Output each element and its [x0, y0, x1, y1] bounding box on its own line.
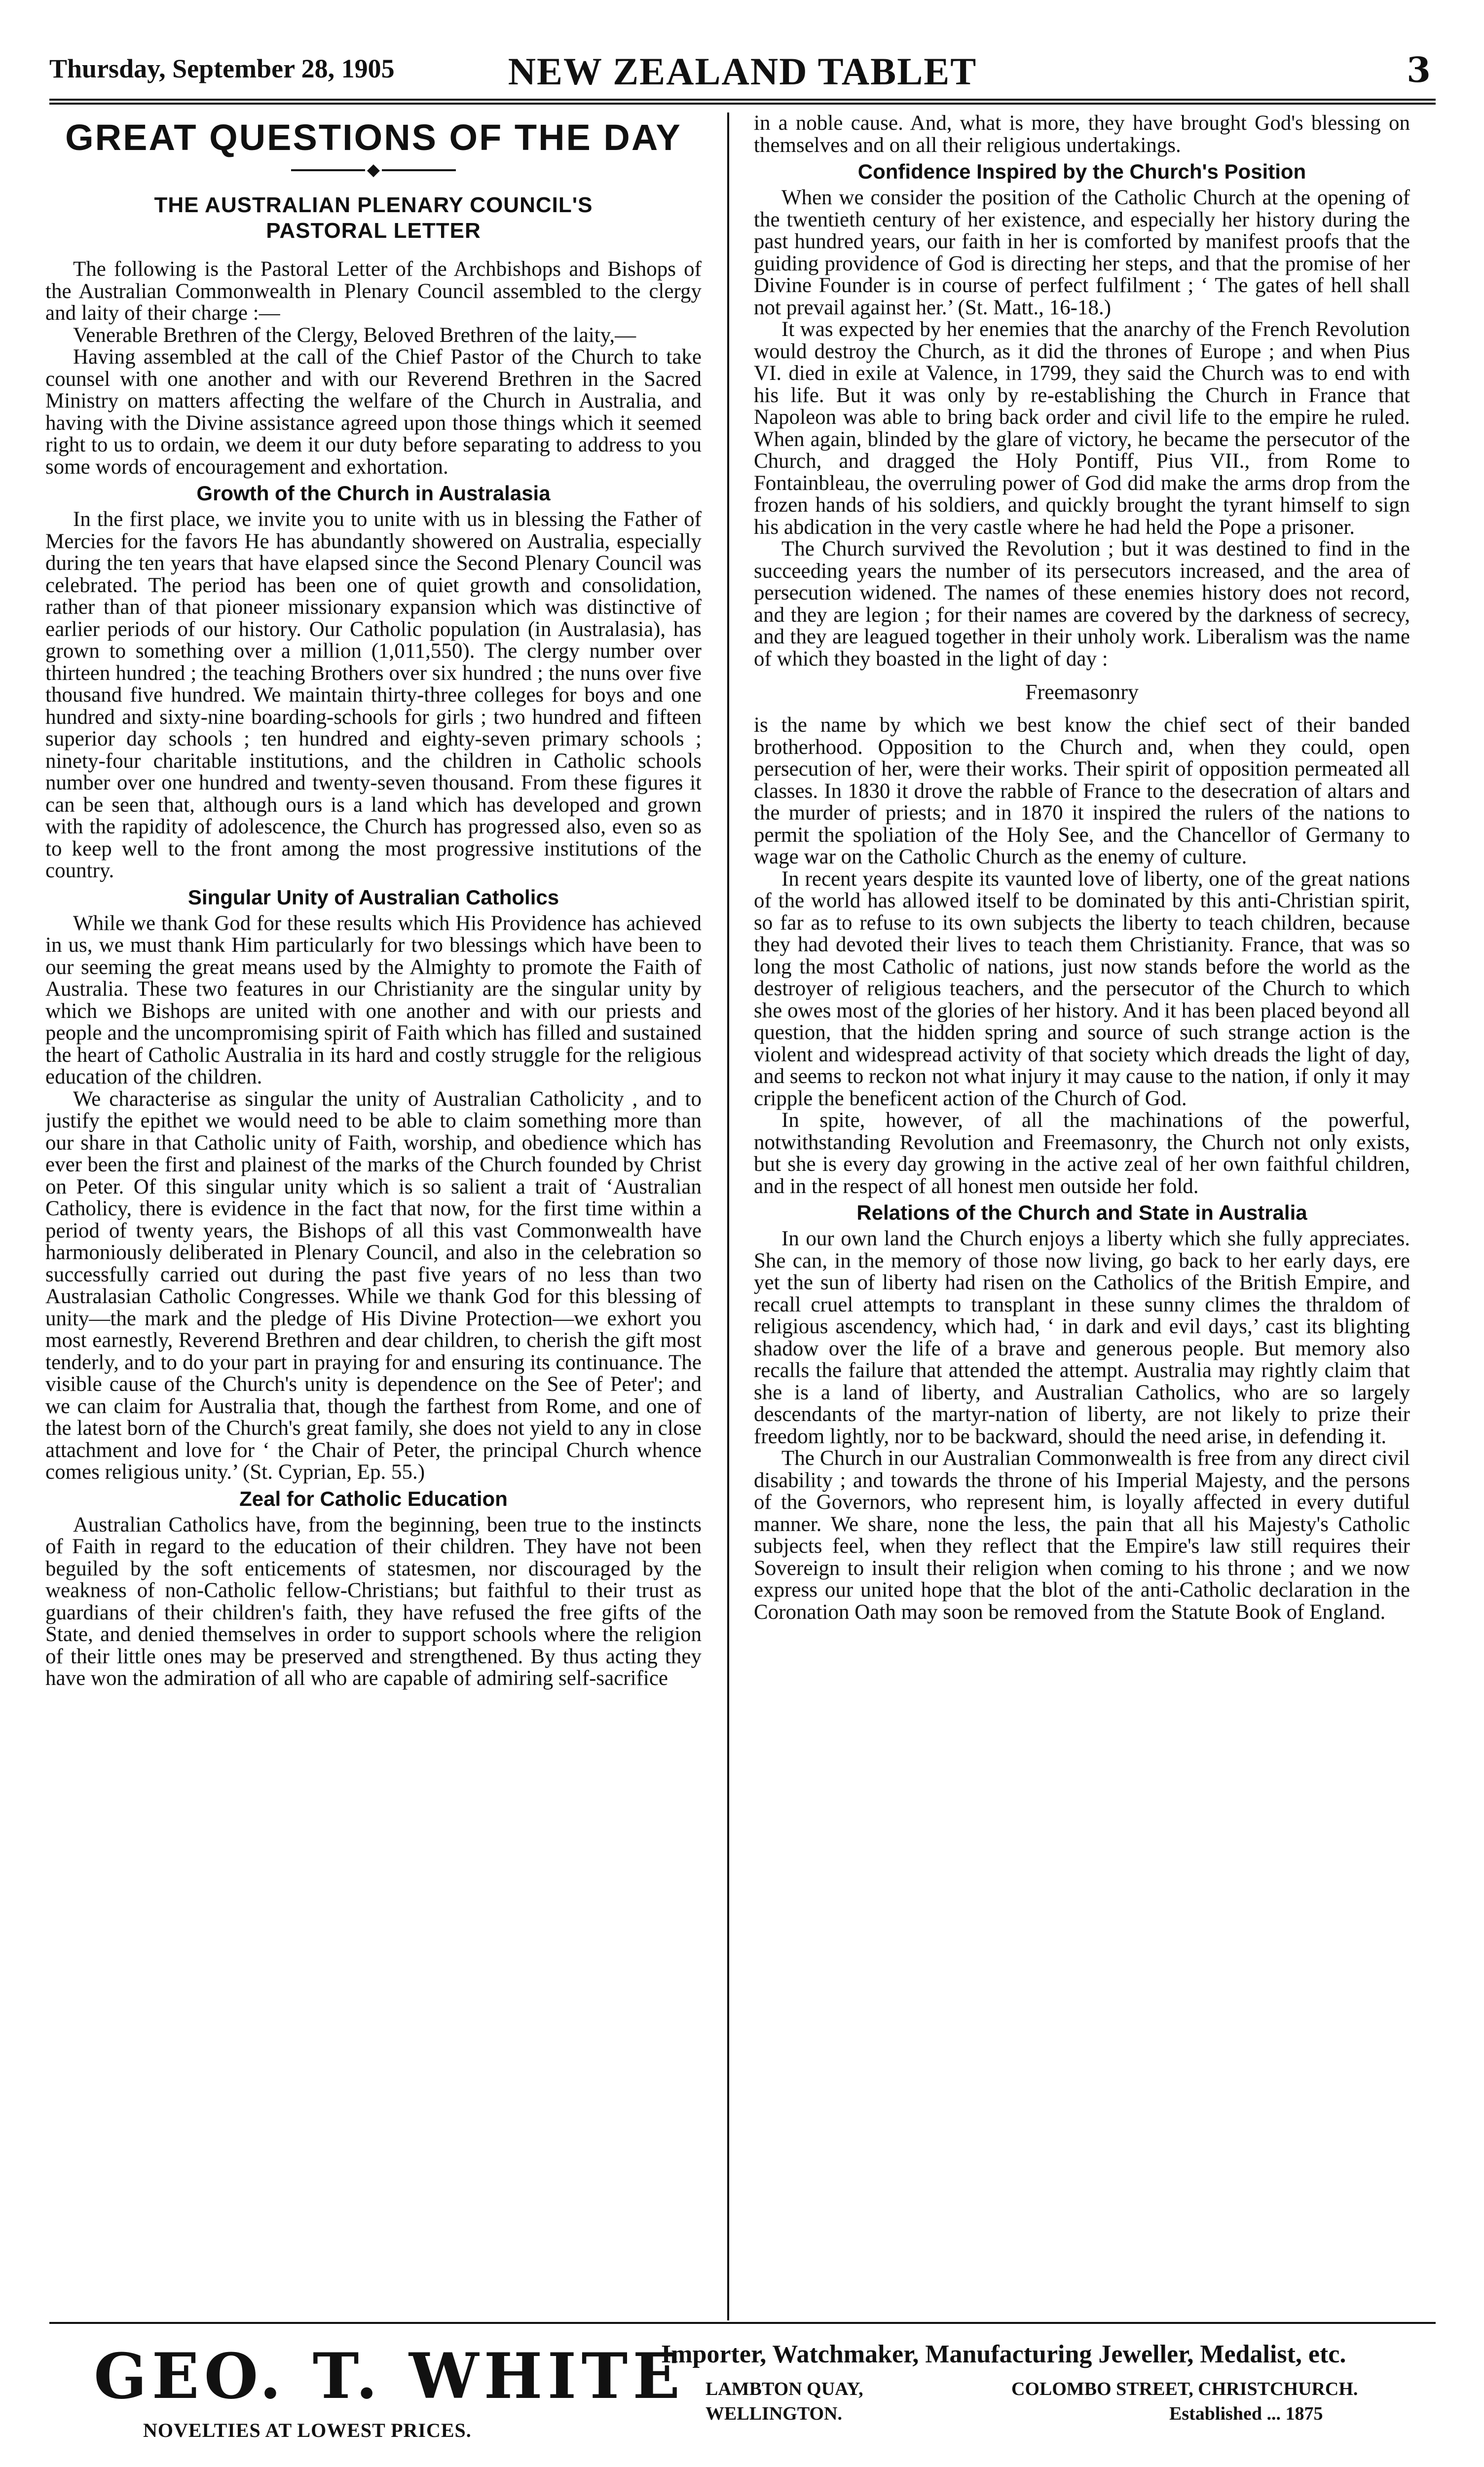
relations-paragraph-2: The Church in our Australian Commonwealth is free from any direct civil disability ; and towards the throne of his Imperial Majesty, and the persons of the Governors, who represent him, is loyally affected in every dutiful manner. We share, none the less, the pain that all his Majesty's Catholic subjects feel, when they reflect that the Empire's law still requires their Sovereign to insult their religion when coming to his throne ; and we now express our united hope that the blot of the anti-Catholic declaration in the Coronation Oath may soon be removed from the Statute Book of England.	[754, 1447, 1410, 1624]
growth-paragraph: In the first place, we invite you to unite with us in blessing the Father of Mercies for the favors He has abundantly showered on Australia, especially during the ten years that have elapsed since the Second Plenary Council was celebrated. The period has been one of quiet growth and consolidation, rather than of that pioneer missionary expansion which was distinctive of earlier periods of our history. Our Catholic population (in Australasia), has grown to something over a million (1,011,550). The clergy number over thirteen hundred ; the teaching Brothers over six hundred ; the nuns over five thousand five hundred. We maintain thirty-three colleges for boys and one hundred and sixty-nine boarding-schools for girls ; two hundred and fifteen superior day schools ; ten hundred and eighty-seven primary schools ; ninety-four charitable institutions, and the children in Catholic schools number over one hundred and twenty-seven thousand. From these figures it can be seen that, although ours is a land which has developed and grown with the rapidity of adolescence, the Church has progressed also, even so as to keep well to the front among the most progressive institutions of the country.	[45, 508, 702, 883]
zeal-paragraph-continued: in a noble cause. And, what is more, they have brought God's blessing on themselves and on all their religious undertakings.	[754, 112, 1410, 157]
heading-growth: Growth of the Church in Australasia	[196, 482, 551, 505]
freemasonry-paragraph-1: is the name by which we best know the chief sect of their banded brotherhood. Opposition to the Church and, when they could, open persecution of her, were their works. Their spirit of opposition permeated all classes. In 1830 it drove the rabble of France to the desecration of altars and the murder of priests; and in 1870 it inspired the rulers of the nations to permit the spoliation of the Holy See, and the Chancellor of Germany to wage war on the Catholic Church as the enemy of culture.	[754, 713, 1410, 868]
heading-freemasonry: Freemasonry	[1025, 680, 1139, 704]
advertiser-name: GEO. T. WHITE	[94, 2340, 685, 2413]
established-year: Established ... 1875	[1169, 2403, 1323, 2424]
opening-paragraph: Having assembled at the call of the Chief Pastor of the Church to take counsel with one another and with our Reverend Brethren in the Sacred Ministry on matters affecting the welfare of the Church in Australia, and having with the Divine assistance agreed upon those things which it seemed right to us to ordain, we deem it our duty before separating to address to you some words of encouragement and exhortation.	[45, 345, 702, 479]
issue-date: Thursday, September 28, 1905	[49, 54, 395, 83]
heading-relations: Relations of the Church and State in Australia	[856, 1201, 1307, 1224]
address-wellington: WELLINGTON.	[705, 2403, 842, 2424]
column-divider	[727, 112, 729, 2320]
title-ornament: ◆	[45, 161, 702, 179]
page-number: 3	[1407, 49, 1431, 90]
confidence-paragraph-1: When we consider the position of the Catholic Church at the opening of the twentieth century of her existence, and especially her history during the past hundred years, our faith in her is comforted by manifest proofs that the guiding providence of God is directing her steps, and that the promise of her Divine Founder is in course of perfect fulfilment ; ‘ The gates of hell shall not prevail against her.’ (St. Matt., 16-18.)	[754, 186, 1410, 319]
masthead: NEW ZEALAND TABLET	[508, 50, 977, 93]
heading-unity: Singular Unity of Australian Catholics	[187, 885, 559, 909]
article-subtitle	[45, 192, 702, 244]
intro-paragraph: The following is the Pastoral Letter of the Archbishops and Bishops of the Australian Commonwealth in Plenary Council assembled to the clergy and laity of their charge :—	[45, 258, 702, 325]
freemasonry-paragraph-2: In recent years despite its vaunted love of liberty, one of the great nations of the world has allowed itself to be dominated by this anti-Christian spirit, so far as to refuse to its own subjects the liberty to teach children, because they had devoted their lives to teach them Christianity. France, that was so long the most Catholic of nations, just now stands before the world as the destroyer of religious teachers, and the persecutor of the Church to which she owes most of the glories of her history. And it has been placed beyond all question, that the hidden spring and source of such strange action is the violent and widespread activity of that society which dreads the light of day, and seems to reckon not what injury it may cause to the nation, if only it may cripple the beneficent action of the Church of God.	[754, 867, 1410, 1110]
advertiser-tagline: NOVELTIES AT LOWEST PRICES.	[143, 2419, 472, 2441]
unity-paragraph-1: While we thank God for these results which His Providence has achieved in us, we must thank Him particularly for two blessings which have been to our seeming the great means used by the Almighty to promote the Faith of Australia. These two features in our Christianity are the singular unity by which we Bishops are united with one another and with our priests and people and the uncompromising spirit of Faith which has filled and sustained the heart of Catholic Australia in its hard and costly struggle for the religious education of the children.	[45, 911, 702, 1089]
relations-paragraph-1: In our own land the Church enjoys a liberty which she fully appreciates. She can, in the memory of those now living, go back to her early days, ere yet the sun of liberty had risen on the Catholics of the British Empire, and recall cruel attempts to transplant in these sunny climes the thraldom of religious ascendency, which had, ‘ in dark and evil days,’ cast its blighting shadow over the life of a brave and generous people. But memory also recalls the failure that attended the attempt. Australia may rightly claim that she is a land of liberty, and Australian Catholics, who are so largely descendants of the martyr-nation of liberty, are not likely to prize their freedom lightly, nor to be backward, should the need arise, in defending it.	[754, 1227, 1410, 1448]
zeal-paragraph: Australian Catholics have, from the beginning, been true to the instincts of Faith in regard to the education of their children. They have not been beguiled by the soft enticements of statesmen, nor discouraged by the weakness of non-Catholic fellow-Christians; but faithful to their trust as guardians of their children's faith, they have refused the free gifts of the State, and denied themselves in order to support schools where the religion of their little ones may be preserved and strengthened. By thus acting they have won the admiration of all who are capable of admiring self-sacrifice	[45, 1513, 702, 1690]
freemasonry-paragraph-3: In spite, however, of all the machinations of the powerful, notwithstanding Revolution and Freemasonry, the Church not only exists, but she is every day growing in the active zeal of her own faithful children, and in the respect of all honest men outside her fold.	[754, 1109, 1410, 1198]
left-column	[45, 112, 702, 2318]
page-header	[49, 49, 1436, 105]
article-title: GREAT QUESTIONS OF THE DAY	[65, 117, 682, 158]
right-column	[754, 112, 1410, 2318]
address-lambton-quay: LAMBTON QUAY,	[705, 2379, 863, 2399]
salutation-paragraph: Venerable Brethren of the Clergy, Beloved Brethren of the laity,—	[73, 323, 636, 347]
footer-rule	[49, 2322, 1436, 2324]
confidence-paragraph-2: It was expected by her enemies that the anarchy of the French Revolution would destroy the Church, as it did the thrones of Europe ; and when Pius VI. died in exile at Valence, in 1799, they said the Church was to end with his life. But it was only by re-establishing the Church in France that Napoleon was able to bring back order and civil life to the empire he ruled. When again, blinded by the glare of victory, he became the persecutor of the Church, and dragged the Holy Pontiff, Pius VII., from Rome to Fontainbleau, the overruling power of God did make the arms drop from the frozen hands of his soldiers, and quickly brought the tyrant himself to sign his abdication in the very castle where he had held the Pope a prisoner.	[754, 318, 1410, 539]
advertiser-occupation: Importer, Watchmaker, Manufacturing Jeweller, Medalist, etc.	[661, 2340, 1346, 2368]
address-christchurch: COLOMBO STREET, CHRISTCHURCH.	[1011, 2379, 1358, 2399]
heading-zeal: Zeal for Catholic Education	[239, 1487, 508, 1510]
subtitle-line-2: PASTORAL LETTER	[266, 219, 481, 243]
unity-paragraph-2: We characterise as singular the unity of Australian Catholicity , and to justify the epithet we would need to be able to claim something more than our share in that Catholic unity of Faith, worship, and obedience which has ever been the first and plainest of the marks of the Church founded by Christ on Peter. Of this singular unity which is so salient a trait of ‘Australian Catholicy, there is evidence in the fact that now, for the first time within a period of twenty years, the Bishops of all this vast Commonwealth have harmoniously deliberated in Plenary Council, and also in the celebration so successfully carried out during the past five years of no less than two Australasian Catholic Congresses. While we thank God for this blessing of unity—the mark and the pledge of His Divine Protection—we exhort you most earnestly, Reverend Brethren and dear children, to cherish the gift most tenderly, and to do your part in praying for and ensuring its continuance. The visible cause of the Church's unity is dependence on the See of Peter'; and we can claim for Australia that, though the farthest from Rome, and one of the latest born of the Church's great family, she does not yield to any in close attachment and love for ‘ the Chair of Peter, the principal Church whence comes religious unity.’ (St. Cyprian, Ep. 55.)	[45, 1087, 702, 1484]
advertisement	[49, 2334, 1436, 2462]
confidence-paragraph-3: The Church survived the Revolution ; but it was destined to find in the succeeding years the number of its persecutors increased, and the area of persecution widened. The names of these enemies history does not record, and they are legion ; for their names are covered by the darkness of secrecy, and they are leagued together in their unholy work. Liberalism was the name of which they boasted in the light of day :	[754, 537, 1410, 671]
subtitle-line-1: THE AUSTRALIAN PLENARY COUNCIL'S	[154, 193, 593, 218]
heading-confidence: Confidence Inspired by the Church's Position	[857, 160, 1306, 183]
